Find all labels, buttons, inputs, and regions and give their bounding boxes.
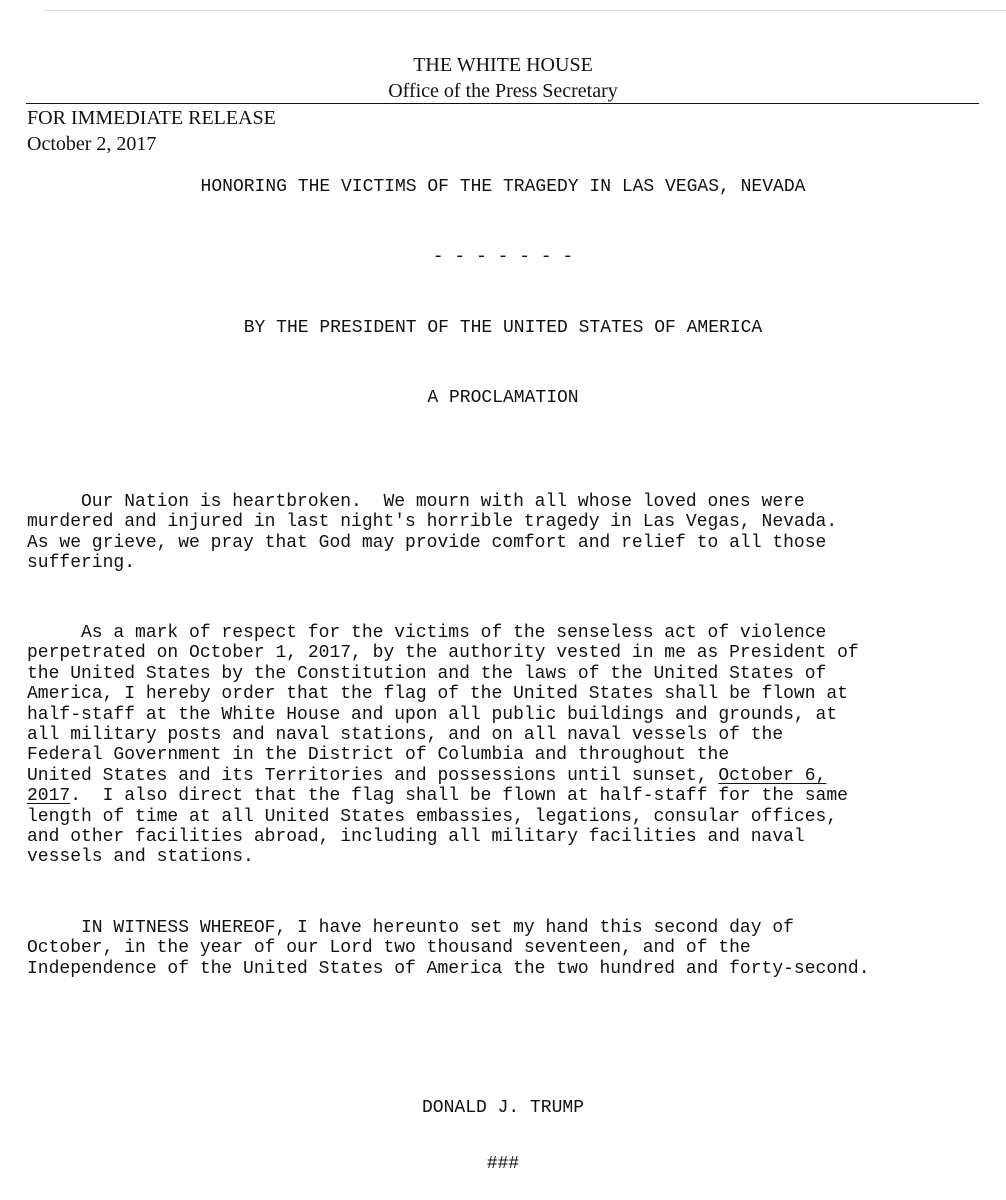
paragraph-line: Independence of the United States of America the two hundred and forty-second. — [27, 958, 870, 979]
end-mark: ### — [486, 1154, 520, 1174]
paragraph-line — [27, 766, 997, 786]
paragraph-line — [27, 786, 997, 806]
letterhead-org: THE WHITE HOUSE — [413, 54, 593, 76]
by-line: BY THE PRESIDENT OF THE UNITED STATES OF AMERICA — [243, 318, 763, 338]
top-divider — [43, 10, 1006, 11]
paragraph-line: As a mark of respect for the victims of the senseless act of violence — [27, 623, 827, 643]
paragraph-line: all military posts and naval stations, and on all naval vessels of the — [27, 725, 784, 746]
line-text: United States and its Territories and possessions until sunset, — [27, 765, 719, 786]
paragraph-1 — [27, 492, 997, 574]
paragraph-3 — [27, 918, 997, 979]
paragraph-line: Our Nation is heartbroken. We mourn with all whose loved ones were — [27, 492, 805, 512]
paragraph-line: the United States by the Constitution and the laws of the United States of — [27, 663, 827, 684]
paragraph-2 — [27, 623, 997, 868]
signature: DONALD J. TRUMP — [421, 1098, 585, 1118]
separator-dashes: - - - - - - - — [432, 247, 574, 267]
release-info — [27, 105, 276, 157]
underlined-year: 2017 — [27, 786, 71, 807]
paragraph-line: vessels and stations. — [27, 847, 254, 868]
letterhead — [0, 52, 1006, 104]
letterhead-rule — [26, 103, 979, 104]
paragraph-line: length of time at all United States embassies, legations, consular offices, — [27, 806, 838, 827]
paragraph-line: As we grieve, we pray that God may provide comfort and relief to all those — [27, 532, 827, 553]
proclamation-type: A PROCLAMATION — [427, 388, 579, 408]
paragraph-line: perpetrated on October 1, 2017, by the authority vested in me as President of — [27, 643, 859, 664]
paragraph-line: suffering. — [27, 553, 136, 574]
underlined-date: October 6, — [718, 765, 827, 786]
paragraph-line: October, in the year of our Lord two thousand seventeen, and of the — [27, 938, 751, 959]
paragraph-line: half-staff at the White House and upon all public buildings and grounds, at — [27, 704, 838, 725]
paragraph-line: murdered and injured in last night's horrible tragedy in Las Vegas, Nevada. — [27, 512, 838, 533]
proclamation-title: HONORING THE VICTIMS OF THE TRAGEDY IN LAS VEGAS, NEVADA — [200, 177, 806, 197]
paragraph-line: Federal Government in the District of Columbia and throughout the — [27, 745, 730, 766]
paragraph-line: America, I hereby order that the flag of the United States shall be flown at — [27, 684, 848, 705]
release-label: FOR IMMEDIATE RELEASE — [27, 107, 276, 129]
line-text: . I also direct that the flag shall be flown at half-staff for the same — [70, 786, 848, 807]
release-date: October 2, 2017 — [27, 133, 157, 155]
paragraph-line: IN WITNESS WHEREOF, I have hereunto set my hand this second day of — [27, 918, 794, 938]
paragraph-line: and other facilities abroad, including all military facilities and naval — [27, 827, 805, 848]
letterhead-office: Office of the Press Secretary — [388, 80, 618, 102]
